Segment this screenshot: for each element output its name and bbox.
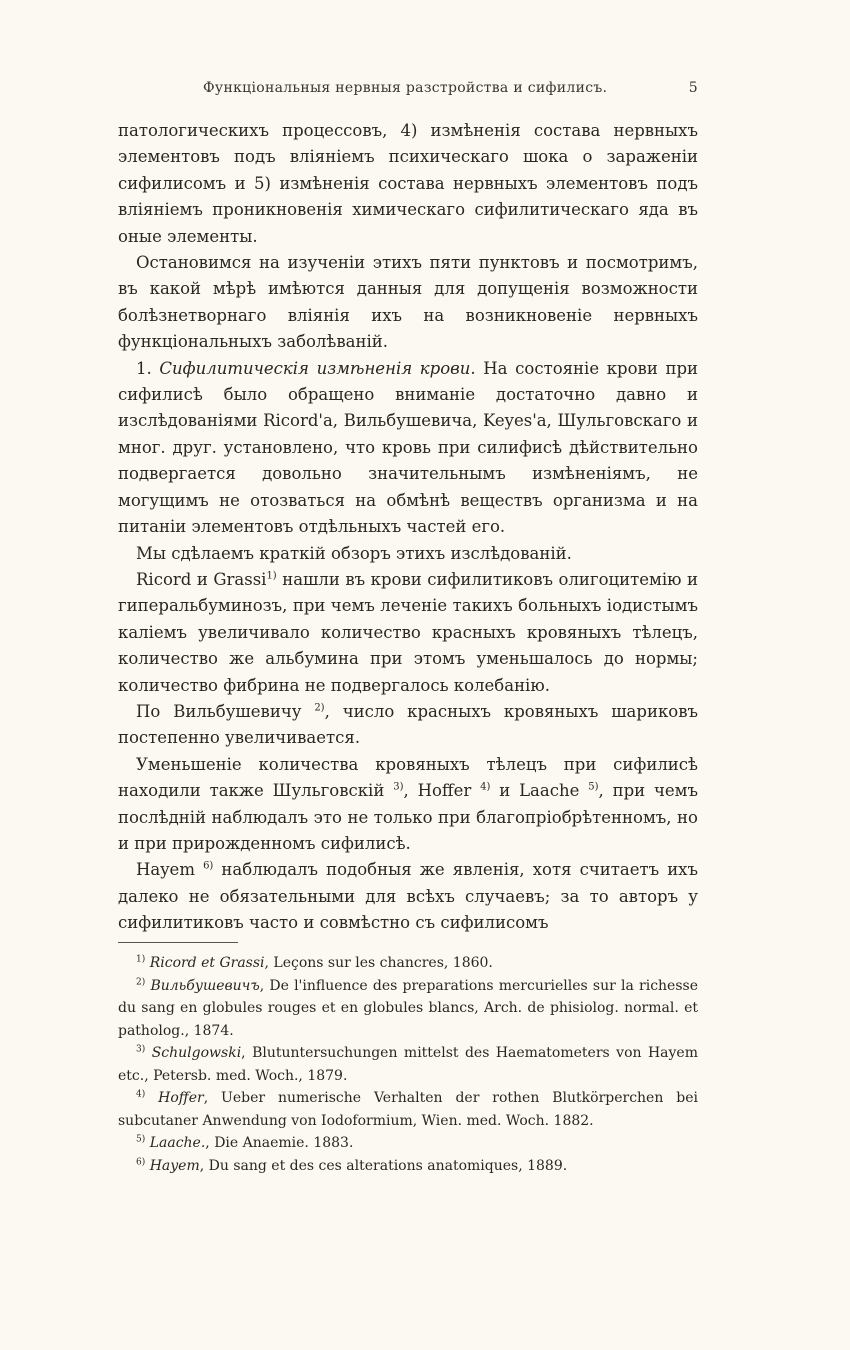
footnote	[118, 952, 698, 975]
text-span: По Вильбушевичу	[136, 701, 315, 721]
paragraph: Остановимся на изученіи этихъ пяти пунктовъ и посмотримъ, въ какой мѣрѣ имѣются данныя для допущенія возможности болѣзнетворнаго вліянія ихъ на возникновеніе нервныхъ функціональныхъ заболѣваній.	[118, 253, 698, 352]
footnote	[118, 1042, 698, 1087]
footnote-ref: 2)	[314, 702, 325, 714]
text-span: , число красныхъ кровяныхъ шариковъ постепенно увеличивается.	[118, 701, 698, 748]
footnote-ref: 5)	[588, 781, 599, 793]
footnote-text: , Ueber numerische Verhalten der rothen Blutkörperchen bei subcutaner Anwendung von Iodoformium, Wien. med. Woch. 1882.	[118, 1090, 698, 1129]
running-title: Функціональныя нервныя разстройства и сифилисъ.	[203, 80, 608, 96]
footnote-mark: 6)	[136, 1156, 146, 1167]
footnote	[118, 975, 698, 1043]
text-span: наблюдалъ подобныя же явленія, хотя считаетъ ихъ далеко не обязательными для всѣхъ случаевъ; за то авторъ у сифилитиковъ часто и совмѣстно съ сифилисомъ	[118, 860, 698, 933]
footnote-mark: 1)	[136, 954, 146, 965]
paragraph	[118, 857, 698, 936]
footnote-ref: 3)	[393, 781, 404, 793]
footnote-mark: 2)	[136, 976, 146, 987]
text-span: , Hoffer	[403, 781, 481, 801]
footnote-text: , Blutuntersuchungen mittelst des Haematometers von Hayem etc., Petersb. med. Woch., 1879.	[118, 1045, 698, 1084]
paragraph-continuation: патологическихъ процессовъ, 4) измѣненія состава нервныхъ элементовъ подъ вліяніемъ психическаго шока о зараженіи сифилисомъ и 5) измѣненія состава нервныхъ элементовъ подъ вліяніемъ проникновенія химическаго сифилитическаго яда въ оные элементы.	[118, 121, 698, 246]
footnote-ref: 1)	[266, 570, 277, 582]
footnote-divider	[118, 942, 238, 943]
page-number: 5	[688, 80, 698, 96]
footnote-mark: 3)	[136, 1044, 146, 1055]
footnote-ref: 4)	[480, 781, 491, 793]
footnote	[118, 1132, 698, 1155]
paragraph-text: На состояніе крови при сифилисѣ было обращено вниманіе достаточно давно и изслѣдованіями Ricord'а, Вильбушевича, Keyes'а, Шульговскаго и мног. друг. установлено, что кровь при силифисѣ дѣйствительно подвергается довольно значительнымъ измѣненіямъ, не могущимъ не отозваться на обмѣнѣ веществъ организма и на питаніи элементовъ отдѣльныхъ частей его.	[118, 358, 699, 537]
paragraph-section-1	[118, 356, 698, 541]
footnote	[118, 1155, 698, 1178]
text-span: Ricord и Grassi	[136, 569, 267, 589]
footnote-author: Hayem	[149, 1157, 200, 1174]
footnote	[118, 1087, 698, 1132]
footnote-author: Schulgowski	[151, 1045, 242, 1061]
paragraph	[118, 752, 698, 858]
footnote-text: , Leçons sur les chancres, 1860.	[264, 955, 493, 971]
section-number: 1.	[136, 358, 152, 378]
text-span: Уменьшеніе количества кровяныхъ тѣлецъ при сифилисѣ находили также Шульговскій	[118, 754, 698, 801]
text-span: , при чемъ послѣдній наблюдалъ это не только при благопріобрѣтенномъ, но и при прирожденномъ сифилисѣ.	[118, 781, 698, 853]
footnote-ref: 6)	[203, 860, 214, 872]
footnote-mark: 4)	[136, 1089, 146, 1100]
footnote-author: Ricord et Grassi	[149, 955, 265, 971]
footnote-text: , De l'influence des preparations mercurielles sur la richesse du sang en globules rouges et en globules blancs, Arch. de phisiolog. normal. et patholog., 1874.	[118, 977, 698, 1039]
section-title: Сифилитическія измѣненія крови.	[159, 358, 476, 378]
footnote-mark: 5)	[136, 1134, 146, 1145]
body-text	[118, 118, 698, 937]
text-span: и Laache	[490, 781, 589, 801]
footnote-author: Вильбушевичъ	[150, 977, 260, 994]
paragraph	[118, 699, 698, 752]
text-span: нашли въ крови сифилитиковъ олигоцитемію и гиперальбуминозъ, при чемъ леченіе такихъ больныхъ іодистымъ каліемъ увеличивало количество красныхъ кровяныхъ тѣлецъ, количество же альбумина при этомъ уменьшалось до нормы; количество фибрина не подвергалось колебанію.	[118, 569, 698, 695]
footnotes	[118, 952, 698, 1177]
footnote-author: Hoffer	[158, 1090, 204, 1106]
paragraph: Мы сдѣлаемъ краткій обзоръ этихъ изслѣдованій.	[136, 543, 572, 563]
footnote-author: Laache.	[149, 1135, 206, 1151]
footnote-text: , Du sang et des ces alterations anatomiques, 1889.	[199, 1157, 568, 1174]
text-span: Hayem	[136, 860, 204, 880]
footnote-text: , Die Anaemie. 1883.	[205, 1135, 354, 1151]
paragraph	[118, 567, 698, 699]
